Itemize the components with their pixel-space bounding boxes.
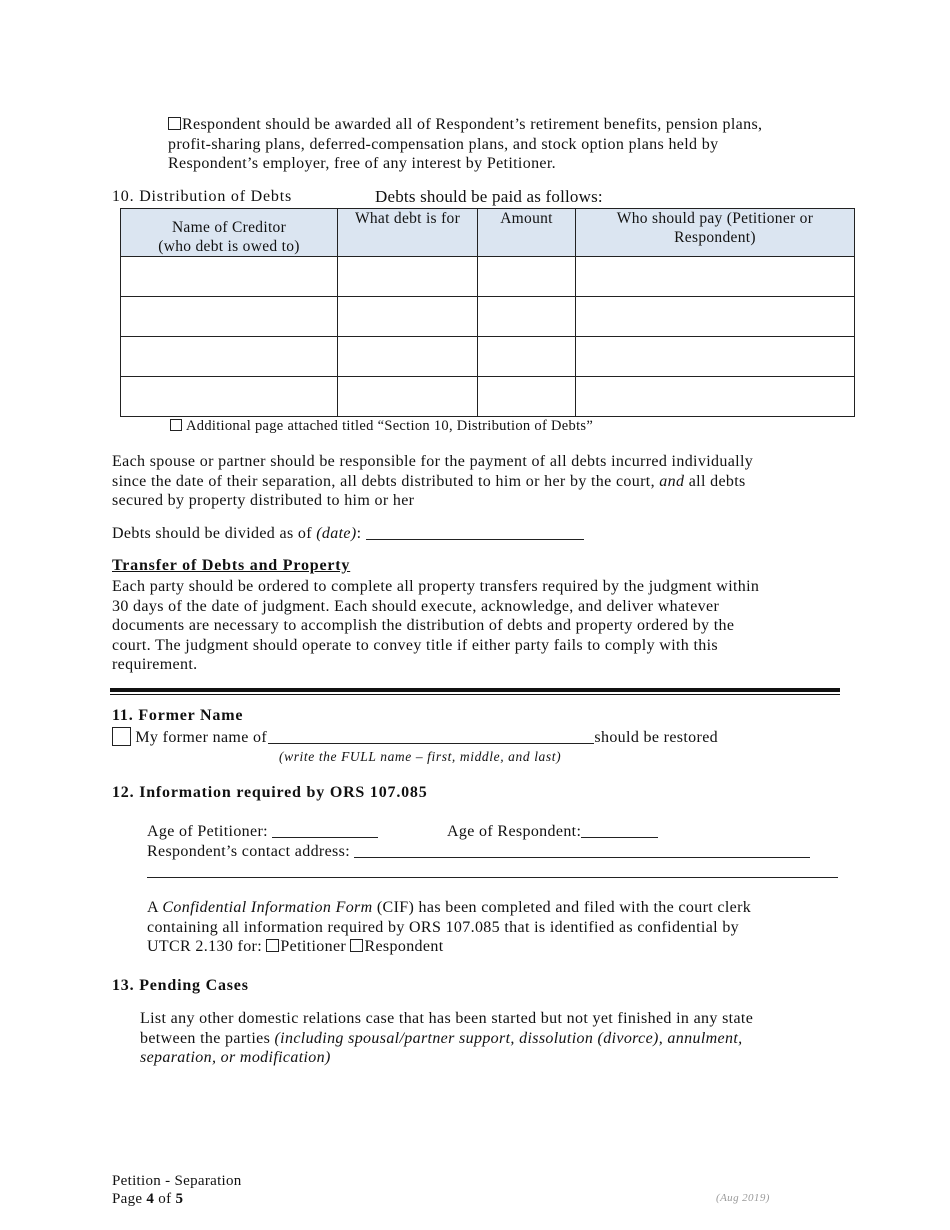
footer-revision: (Aug 2019)	[716, 1192, 770, 1204]
section-10-subheading: Debts should be paid as follows:	[375, 187, 603, 206]
column-header-amount: Amount	[478, 209, 576, 257]
section-divider-thick	[110, 688, 840, 692]
section-13-heading: 13. Pending Cases	[112, 977, 249, 994]
debts-divided-date-field[interactable]	[366, 525, 584, 540]
table-cell[interactable]	[478, 257, 576, 297]
table-cell[interactable]	[121, 377, 338, 417]
column-header-debt-for: What debt is for	[338, 209, 478, 257]
column-header-creditor: Name of Creditor (who debt is owed to)	[121, 209, 338, 257]
table-cell[interactable]	[338, 297, 478, 337]
transfer-paragraph: Each party should be ordered to complete all property transfers required by the judgment within 30 days of the date of judgment. Each should execute, acknowledge, and deliver whatever documents are necessary to accomplish the distribution of debts and property ordered by the court. The judgment should operate to convey title if either party fails to comply with this requirement.	[112, 578, 760, 673]
footer-form-title: Petition - Separation	[112, 1173, 242, 1189]
table-row	[121, 377, 855, 417]
section-12-heading: 12. Information required by ORS 107.085	[112, 784, 428, 801]
column-header-who-pays: Who should pay (Petitioner or Respondent)	[576, 209, 855, 257]
table-cell[interactable]	[576, 337, 855, 377]
pending-cases-paragraph: List any other domestic relations case that has been started but not yet finished in any state between the parties (including spousal/partner support, dissolution (divorce), annulment, separation, or modification)	[140, 1010, 754, 1066]
former-name-line: My former name of should be restored	[112, 727, 718, 748]
contact-address-field[interactable]	[354, 843, 810, 858]
table-cell[interactable]	[338, 257, 478, 297]
table-row	[121, 337, 855, 377]
table-cell[interactable]	[478, 297, 576, 337]
transfer-heading: Transfer of Debts and Property	[112, 557, 351, 574]
section-divider-thin	[110, 694, 840, 695]
table-cell[interactable]	[121, 337, 338, 377]
responsibility-paragraph: Each spouse or partner should be responsible for the payment of all debts incurred individually since the date of their separation, all debts distributed to him or her by the court, and all debts secured by property distributed to him or her	[112, 453, 754, 509]
section-10-heading: 10. Distribution of Debts	[112, 188, 292, 205]
age-petitioner-field[interactable]	[272, 823, 378, 838]
table-row	[121, 257, 855, 297]
footer	[112, 1172, 242, 1208]
contact-address-line: Respondent’s contact address:	[147, 842, 810, 862]
age-petitioner-line: Age of Petitioner:	[147, 822, 378, 842]
footer-page-number: Page 4 of 5	[112, 1191, 184, 1207]
table-cell[interactable]	[478, 337, 576, 377]
table-cell[interactable]	[338, 377, 478, 417]
table-cell[interactable]	[576, 297, 855, 337]
former-name-hint: (write the FULL name – first, middle, and last)	[279, 749, 562, 764]
retirement-checkbox[interactable]	[168, 117, 181, 130]
contact-address-field-line2[interactable]	[147, 877, 838, 878]
additional-page-checkbox[interactable]	[170, 419, 182, 431]
age-respondent-field[interactable]	[581, 823, 658, 838]
section-11-heading: 11. Former Name	[112, 707, 244, 724]
table-header-row	[121, 209, 855, 257]
table-cell[interactable]	[576, 257, 855, 297]
age-respondent-line: Age of Respondent:	[447, 822, 658, 842]
table-row	[121, 297, 855, 337]
cif-petitioner-checkbox[interactable]	[266, 939, 279, 952]
table-cell[interactable]	[121, 297, 338, 337]
debts-table	[120, 208, 855, 417]
debts-divided-line: Debts should be divided as of (date):	[112, 524, 584, 544]
cif-respondent-checkbox[interactable]	[350, 939, 363, 952]
cif-paragraph: A Confidential Information Form (CIF) has been completed and filed with the court clerk containing all information required by ORS 107.085 that is identified as confidential by UTCR 2.130 for: Petitioner Respondent	[147, 899, 752, 955]
table-cell[interactable]	[576, 377, 855, 417]
former-name-field[interactable]	[268, 729, 594, 744]
retirement-paragraph: Respondent should be awarded all of Respondent’s retirement benefits, pension plans, profit-sharing plans, deferred-compensation plans, and stock option plans held by Respondent’s employer, free of any interest by Petitioner.	[168, 116, 763, 172]
table-cell[interactable]	[121, 257, 338, 297]
former-name-checkbox[interactable]	[112, 727, 131, 746]
additional-page-line: Additional page attached titled “Section 10, Distribution of Debts”	[170, 418, 593, 435]
table-cell[interactable]	[338, 337, 478, 377]
table-cell[interactable]	[478, 377, 576, 417]
